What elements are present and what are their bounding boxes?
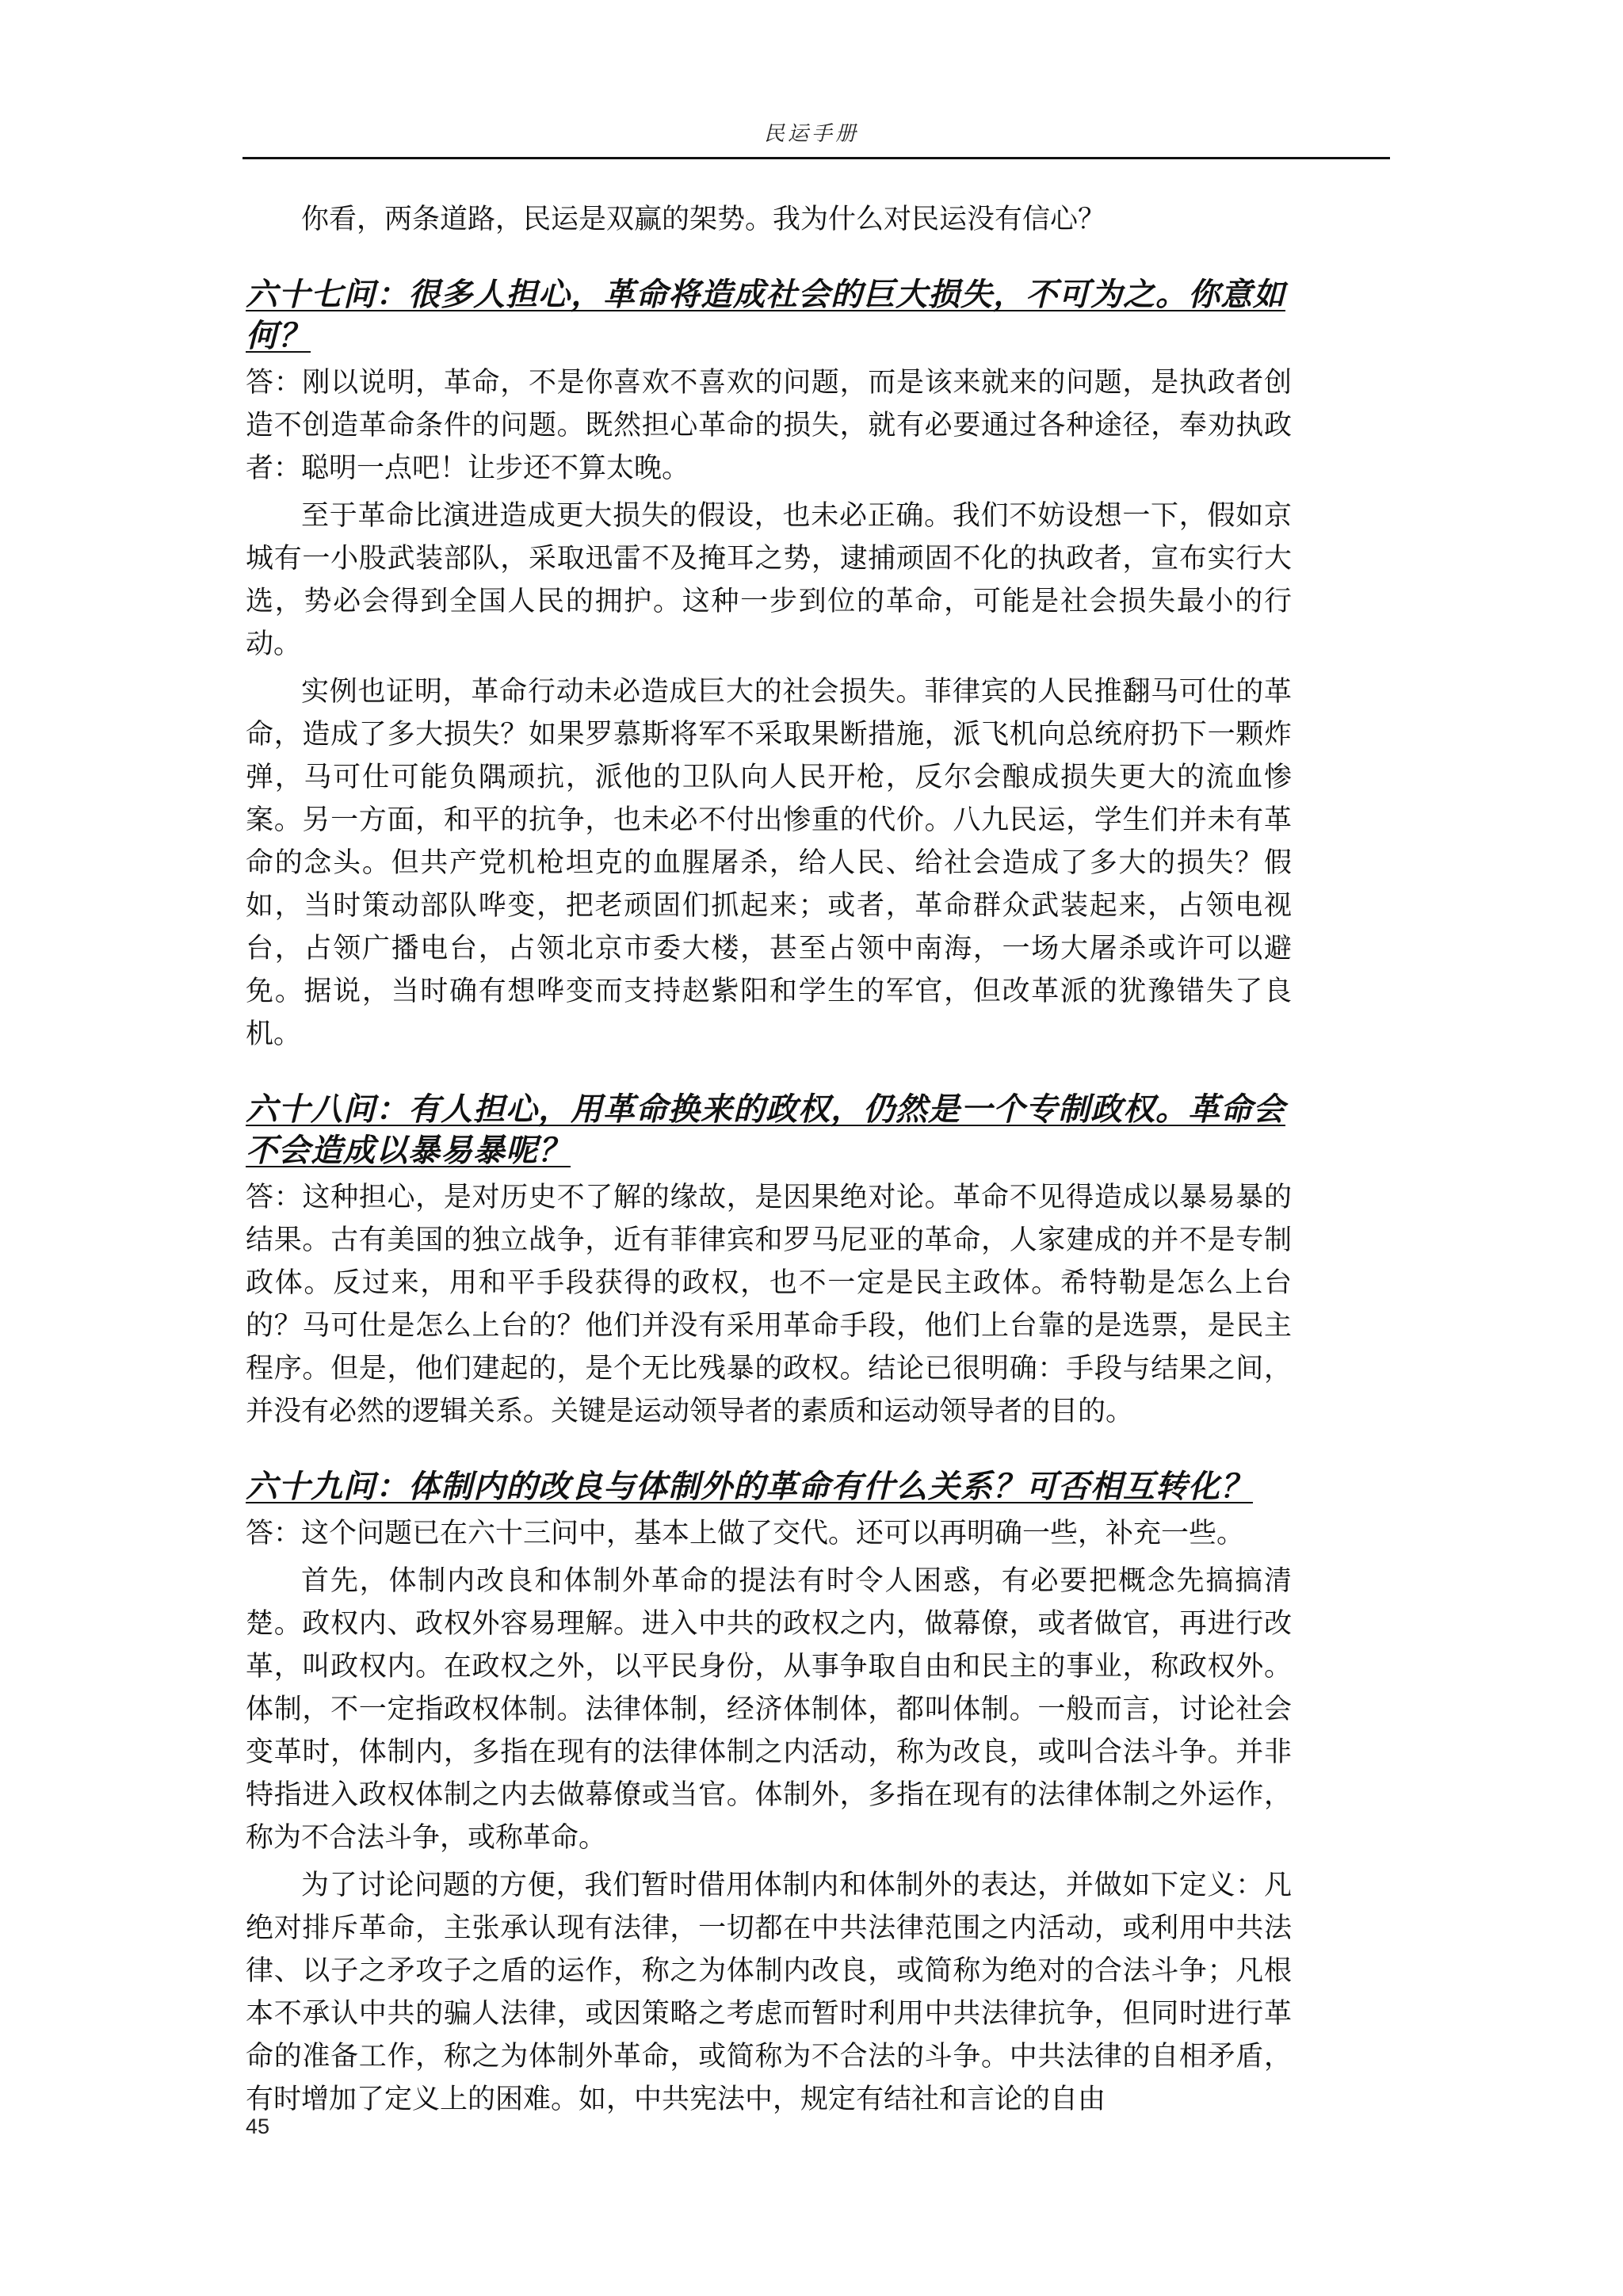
page-number: 45 <box>246 2115 270 2138</box>
answer-paragraph: 答：这个问题已在六十三问中，基本上做了交代。还可以再明确一些，补充一些。 <box>246 1518 1245 1549</box>
body-paragraph: 首先，体制内改良和体制外革命的提法有时令人困惑，有必要把概念先搞搞清楚。政权内、政权外容易理解。进入中共的政权之内，做幕僚，或者做官，再进行改革，叫政权内。在政权之外，以平民身份，从事争取自由和民主的事业，称政权外。体制，不一定指政权体制。法律体制，经济体制体，都叫体制。一般而言，讨论社会变革时，体制内，多指在现有的法律体制之内活动，称为改良，或叫合法斗争。并非特指进入政权体制之内去做幕僚或当官。体制外，多指在现有的法律体制之外运作，称为不合法斗争，或称革命。 <box>246 1565 1292 1854</box>
body-paragraph: 实例也证明，革命行动未必造成巨大的社会损失。菲律宾的人民推翻马可仕的革命，造成了多大损失？如果罗慕斯将军不采取果断措施，派飞机向总统府扔下一颗炸弹，马可仕可能负隅顽抗，派他的卫队向人民开枪，反尔会酿成损失更大的流血惨案。另一方面，和平的抗争，也未必不付出惨重的代价。八九民运，学生们并未有革命的念头。但共产党机枪坦克的血腥屠杀，给人民、给社会造成了多大的损失？假如，当时策动部队哗变，把老顽固们抓起来；或者，革命群众武装起来，占领电视台，占领广播电台，占领北京市委大楼，甚至占领中南海，一场大屠杀或许可以避免。据说，当时确有想哗变而支持赵紫阳和学生的军官，但改革派的犹豫错失了良机。 <box>246 676 1292 1050</box>
answer-paragraph: 答：刚以说明，革命，不是你喜欢不喜欢的问题，而是该来就来的问题，是执政者创造不创造革命条件的问题。既然担心革命的损失，就有必要通过各种途径，奉劝执政者：聪明一点吧！让步还不算太晚。 <box>246 367 1292 484</box>
question-68-heading: 六十八问：有人担心，用革命换来的政权，仍然是一个专制政权。革命会不会造成以暴易暴呢？ <box>246 1091 1285 1169</box>
answer-paragraph: 答：这种担心，是对历史不了解的缘故，是因果绝对论。革命不见得造成以暴易暴的结果。古有美国的独立战争，近有菲律宾和罗马尼亚的革命，人家建成的并不是专制政体。反过来，用和平手段获得的政权，也不一定是民主政体。希特勒是怎么上台的？马可仕是怎么上台的？他们并没有采用革命手段，他们上台靠的是选票，是民主程序。但是，他们建起的，是个无比残暴的政权。结论已很明确：手段与结果之间，并没有必然的逻辑关系。关键是运动领导者的素质和运动领导者的目的。 <box>246 1182 1292 1427</box>
header-rule <box>242 157 1390 159</box>
body-paragraph: 至于革命比演进造成更大损失的假设，也未必正确。我们不妨设想一下，假如京城有一小股武装部队，采取迅雷不及掩耳之势，逮捕顽固不化的执政者，宣布实行大选，势必会得到全国人民的拥护。这种一步到位的革命，可能是社会损失最小的行动。 <box>246 500 1292 660</box>
running-head: 民运手册 <box>763 122 859 146</box>
body-paragraph: 为了讨论问题的方便，我们暂时借用体制内和体制外的表达，并做如下定义：凡绝对排斥革命，主张承认现有法律，一切都在中共法律范围之内活动，或利用中共法律、以子之矛攻子之盾的运作，称之为体制内改良，或简称为绝对的合法斗争；凡根本不承认中共的骗人法律，或因策略之考虑而暂时利用中共法律抗争，但同时进行革命的准备工作，称之为体制外革命，或简称为不合法的斗争。中共法律的自相矛盾，有时增加了定义上的困难。如，中共宪法中，规定有结社和言论的自由 <box>246 1870 1292 2115</box>
page-body <box>246 198 1292 2126</box>
question-69-heading: 六十九问：体制内的改良与体制外的革命有什么关系？可否相互转化？ <box>246 1468 1253 1505</box>
body-paragraph: 你看，两条道路，民运是双赢的架势。我为什么对民运没有信心？ <box>301 204 1106 235</box>
question-67-heading: 六十七问：很多人担心，革命将造成社会的巨大损失，不可为之。你意如何？ <box>246 276 1285 354</box>
